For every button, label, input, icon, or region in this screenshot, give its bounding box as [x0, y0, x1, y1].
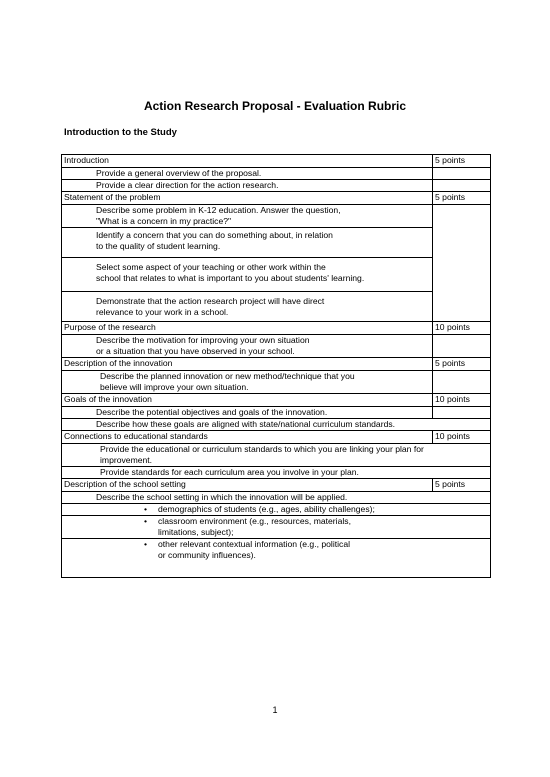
criterion-item: Provide the educational or curriculum standards to which you are linking your plan for improvement. [62, 444, 491, 467]
criterion-heading: Statement of the problem [62, 192, 433, 205]
rubric-header-row [62, 358, 491, 371]
bullet-item: • demographics of students (e.g., ages, ability challenges); [62, 504, 491, 516]
criterion-item-row [62, 205, 491, 228]
rubric-table [61, 154, 491, 578]
criterion-item-row [62, 168, 491, 180]
criterion-item-row [62, 419, 491, 431]
criterion-item-row [62, 258, 491, 292]
bullet-item: • other relevant contextual information (e.g., political or community influences). [62, 539, 491, 578]
points-cell: 5 points [433, 358, 491, 371]
criterion-item-row [62, 371, 491, 394]
bullet-row [62, 516, 491, 539]
criterion-heading: Purpose of the research [62, 322, 433, 335]
rubric-header-row [62, 431, 491, 444]
criterion-item-row [62, 444, 491, 467]
criterion-item-row [62, 292, 491, 322]
criterion-heading: Description of the innovation [62, 358, 433, 371]
criterion-heading: Introduction [62, 155, 433, 168]
points-cell: 10 points [433, 322, 491, 335]
criterion-item-row [62, 467, 491, 479]
criterion-item: Describe the potential objectives and goals of the innovation. [62, 407, 433, 419]
section-subtitle: Introduction to the Study [64, 127, 177, 138]
rubric-header-row [62, 155, 491, 168]
bullet-row [62, 504, 491, 516]
criterion-item: Describe how these goals are aligned with state/national curriculum standards. [62, 419, 491, 431]
criterion-item: Provide standards for each curriculum area you involve in your plan. [62, 467, 491, 479]
points-cell: 10 points [433, 394, 491, 407]
bullet-row [62, 539, 491, 578]
criterion-item: Describe the school setting in which the innovation will be applied. [62, 492, 491, 504]
rubric-header-row [62, 192, 491, 205]
criterion-item: Identify a concern that you can do something about, in relation to the quality of student learning. [62, 228, 433, 258]
criterion-item: Describe some problem in K-12 education. Answer the question, "What is a concern in my practice?" [62, 205, 433, 228]
rubric-header-row [62, 322, 491, 335]
criterion-item: Describe the motivation for improving your own situation or a situation that you have observed in your school. [62, 335, 433, 358]
points-cell: 5 points [433, 192, 491, 205]
page-number: 1 [272, 705, 278, 715]
criterion-heading: Goals of the innovation [62, 394, 433, 407]
criterion-item: Describe the planned innovation or new method/technique that you believe will improve your own situation. [62, 371, 433, 394]
criterion-item: Provide a clear direction for the action research. [62, 180, 433, 192]
criterion-item: Demonstrate that the action research project will have direct relevance to your work in a school. [62, 292, 433, 322]
criterion-item-row [62, 492, 491, 504]
bullet-item: • classroom environment (e.g., resources, materials, limitations, subject); [62, 516, 491, 539]
criterion-item: Provide a general overview of the proposal. [62, 168, 433, 180]
criterion-item-row [62, 407, 491, 419]
criterion-item-row [62, 228, 491, 258]
criterion-item: Select some aspect of your teaching or other work within the school that relates to what is important to you about students' learning. [62, 258, 433, 292]
criterion-item-row [62, 180, 491, 192]
criterion-heading: Description of the school setting [62, 479, 433, 492]
document-title: Action Research Proposal - Evaluation Rubric [143, 99, 407, 113]
criterion-item-row [62, 335, 491, 358]
points-cell: 5 points [433, 479, 491, 492]
criterion-heading: Connections to educational standards [62, 431, 433, 444]
rubric-header-row [62, 479, 491, 492]
rubric-header-row [62, 394, 491, 407]
points-cell: 5 points [433, 155, 491, 168]
points-cell: 10 points [433, 431, 491, 444]
